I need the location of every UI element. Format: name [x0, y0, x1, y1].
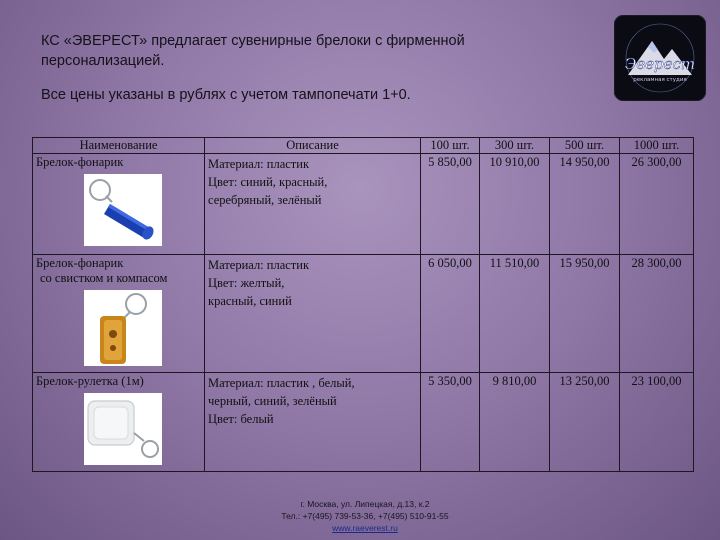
- blue-flashlight-keychain-icon: [84, 174, 162, 246]
- price-100: 6 050,00: [421, 255, 480, 373]
- price-1000: 23 100,00: [620, 373, 694, 472]
- price-1000: 28 300,00: [620, 255, 694, 373]
- product-name: Брелок-фонарик: [36, 256, 124, 270]
- price-1000: 26 300,00: [620, 154, 694, 255]
- price-500: 13 250,00: [550, 373, 620, 472]
- table-row: [33, 255, 694, 373]
- footer-address: г. Москва, ул. Липецкая, д.13, к.2: [300, 499, 430, 509]
- price-table: [32, 137, 694, 472]
- header-qty-500: 500 шт.: [550, 138, 620, 154]
- table-row: [33, 373, 694, 472]
- everest-logo: [614, 15, 706, 101]
- price-300: 10 910,00: [480, 154, 550, 255]
- logo-text: Эверест: [624, 55, 696, 73]
- product-cell: [33, 255, 205, 373]
- footer-contacts: [240, 498, 490, 534]
- price-300: 11 510,00: [480, 255, 550, 373]
- description-line: Материал: пластик: [208, 157, 310, 171]
- description-line: Материал: пластик , белый,: [208, 376, 355, 390]
- heading: [41, 31, 571, 71]
- price-500: 14 950,00: [550, 154, 620, 255]
- description-line: Материал: пластик: [208, 258, 310, 272]
- price-500: 15 950,00: [550, 255, 620, 373]
- product-name: Брелок-фонарик: [36, 155, 124, 169]
- description-cell: [205, 154, 421, 255]
- description-cell: [205, 373, 421, 472]
- price-100: 5 850,00: [421, 154, 480, 255]
- description-line: серебряный, зелёный: [208, 193, 322, 207]
- description-line: черный, синий, зелёный: [208, 394, 337, 408]
- tape-measure-keychain-icon: [84, 393, 162, 465]
- price-100: 5 350,00: [421, 373, 480, 472]
- heading-line-1: КС «ЭВЕРЕСТ» предлагает сувенирные брелоки с фирменной: [41, 33, 465, 49]
- heading-line-2: персонализацией.: [41, 53, 165, 69]
- table-header-row: [33, 138, 694, 154]
- product-cell: [33, 373, 205, 472]
- description-line: Цвет: синий, красный,: [208, 175, 328, 189]
- price-note: Все цены указаны в рублях с учетом тампопечати 1+0.: [41, 87, 411, 103]
- product-name-line-2: со свистком и компасом: [40, 271, 168, 285]
- description-line: Цвет: желтый,: [208, 276, 285, 290]
- footer-phone: Тел.: +7(495) 739-53-36, +7(495) 510-91-55: [281, 511, 449, 521]
- logo-subtext: рекламная студия: [633, 77, 687, 83]
- header-qty-300: 300 шт.: [480, 138, 550, 154]
- whistle-compass-keychain-icon: [84, 290, 162, 366]
- header-description: Описание: [205, 138, 421, 154]
- website-link[interactable]: www.raeverest.ru: [332, 523, 398, 533]
- header-qty-1000: 1000 шт.: [620, 138, 694, 154]
- description-cell: [205, 255, 421, 373]
- price-300: 9 810,00: [480, 373, 550, 472]
- table-row: [33, 154, 694, 255]
- header-qty-100: 100 шт.: [421, 138, 480, 154]
- description-line: Цвет: белый: [208, 412, 274, 426]
- product-cell: [33, 154, 205, 255]
- header-name: Наименование: [33, 138, 205, 154]
- description-line: красный, синий: [208, 294, 292, 308]
- product-name: Брелок-рулетка (1м): [36, 374, 144, 388]
